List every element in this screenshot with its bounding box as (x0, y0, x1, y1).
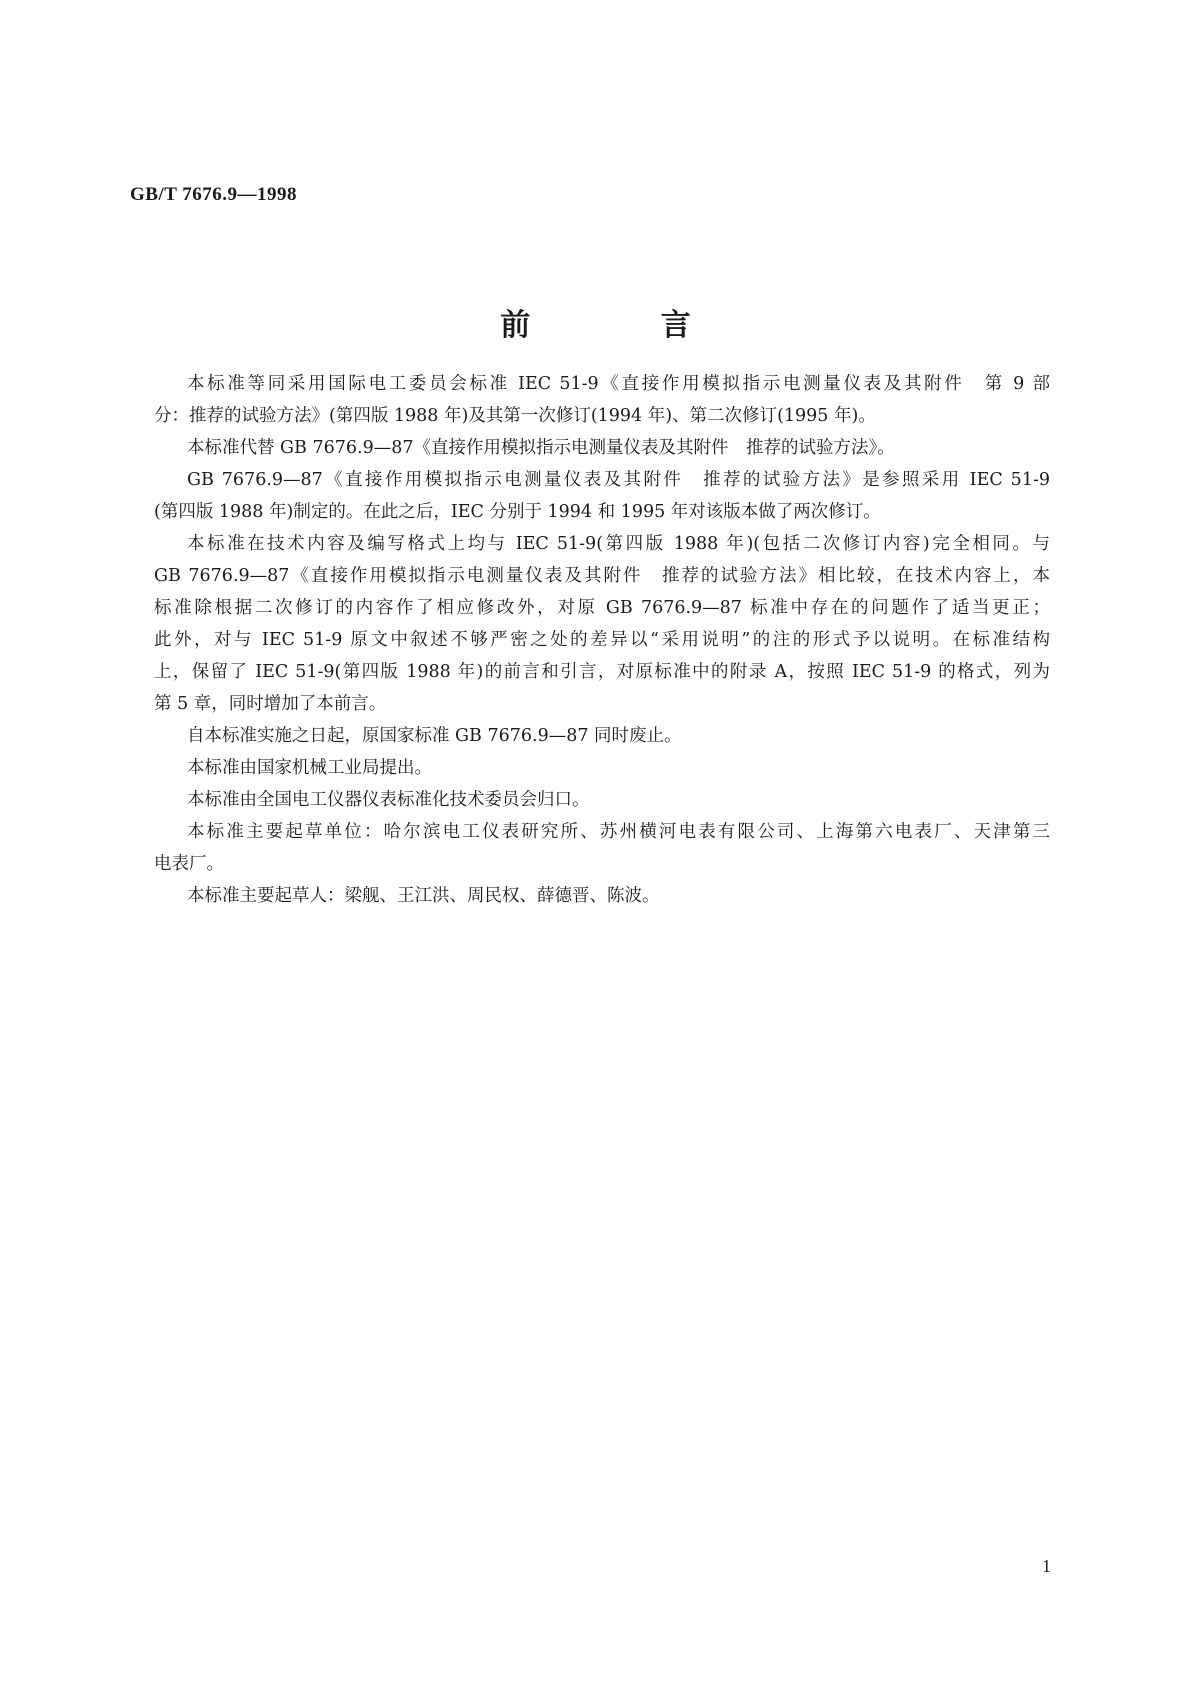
paragraph-line: GB 7676.9—87《直接作用模拟指示电测量仪表及其附件 推荐的试验方法》相比较，在技术内容上，本 (154, 566, 1050, 586)
paragraph-line: 本标准等同采用国际电工委员会标准 IEC 51-9《直接作用模拟指示电测量仪表及其附件 第 9 部 (187, 374, 1050, 394)
page-number: 1 (1042, 1556, 1051, 1576)
paragraph-line: 本标准主要起草人：梁舰、王江洪、周民权、薛德晋、陈波。 (187, 886, 660, 906)
paragraph (154, 880, 1050, 912)
paragraph-line: 第 5 章，同时增加了本前言。 (154, 694, 387, 714)
paragraph-line: 本标准在技术内容及编写格式上均与 IEC 51-9(第四版 1988 年)(包括二次修订内容)完全相同。与 (187, 534, 1050, 554)
paragraph-line: 上，保留了 IEC 51-9(第四版 1988 年)的前言和引言，对原标准中的附录 A，按照 IEC 51-9 的格式，列为 (154, 662, 1050, 682)
paragraph-line: 此外，对与 IEC 51-9 原文中叙述不够严密之处的差异以“采用说明”的注的形式予以说明。在标准结构 (154, 630, 1050, 650)
foreword-body (154, 368, 1050, 912)
paragraph-line: 自本标准实施之日起，原国家标准 GB 7676.9—87 同时废止。 (187, 726, 682, 746)
paragraph (154, 368, 1050, 432)
standard-code: GB/T 7676.9—1998 (130, 184, 298, 205)
paragraph (154, 528, 1050, 720)
paragraph (154, 752, 1050, 784)
paragraph-line: (第四版 1988 年)制定的。在此之后，IEC 分别于 1994 和 1995 年对该版本做了两次修订。 (154, 502, 881, 522)
paragraph (154, 432, 1050, 464)
paragraph-line: GB 7676.9—87《直接作用模拟指示电测量仪表及其附件 推荐的试验方法》是参照采用 IEC 51-9 (187, 470, 1050, 490)
paragraph (154, 720, 1050, 752)
paragraph-line: 分：推荐的试验方法》(第四版 1988 年)及其第一次修订(1994 年)、第二次修订(1995 年)。 (154, 406, 876, 426)
paragraph (154, 784, 1050, 816)
paragraph (154, 464, 1050, 528)
paragraph-line: 本标准主要起草单位：哈尔滨电工仪表研究所、苏州横河电表有限公司、上海第六电表厂、天津第三 (187, 822, 1050, 842)
paragraph (154, 816, 1050, 880)
paragraph-line: 标准除根据二次修订的内容作了相应修改外，对原 GB 7676.9—87 标准中存在的问题作了适当更正； (154, 598, 1050, 618)
paragraph-line: 本标准代替 GB 7676.9—87《直接作用模拟指示电测量仪表及其附件 推荐的试验方法》。 (187, 438, 895, 458)
paragraph-line: 电表厂。 (154, 854, 224, 874)
paragraph-line: 本标准由国家机械工业局提出。 (187, 758, 432, 778)
paragraph-line: 本标准由全国电工仪器仪表标准化技术委员会归口。 (187, 790, 590, 810)
page-title: 前 言 (500, 308, 751, 343)
